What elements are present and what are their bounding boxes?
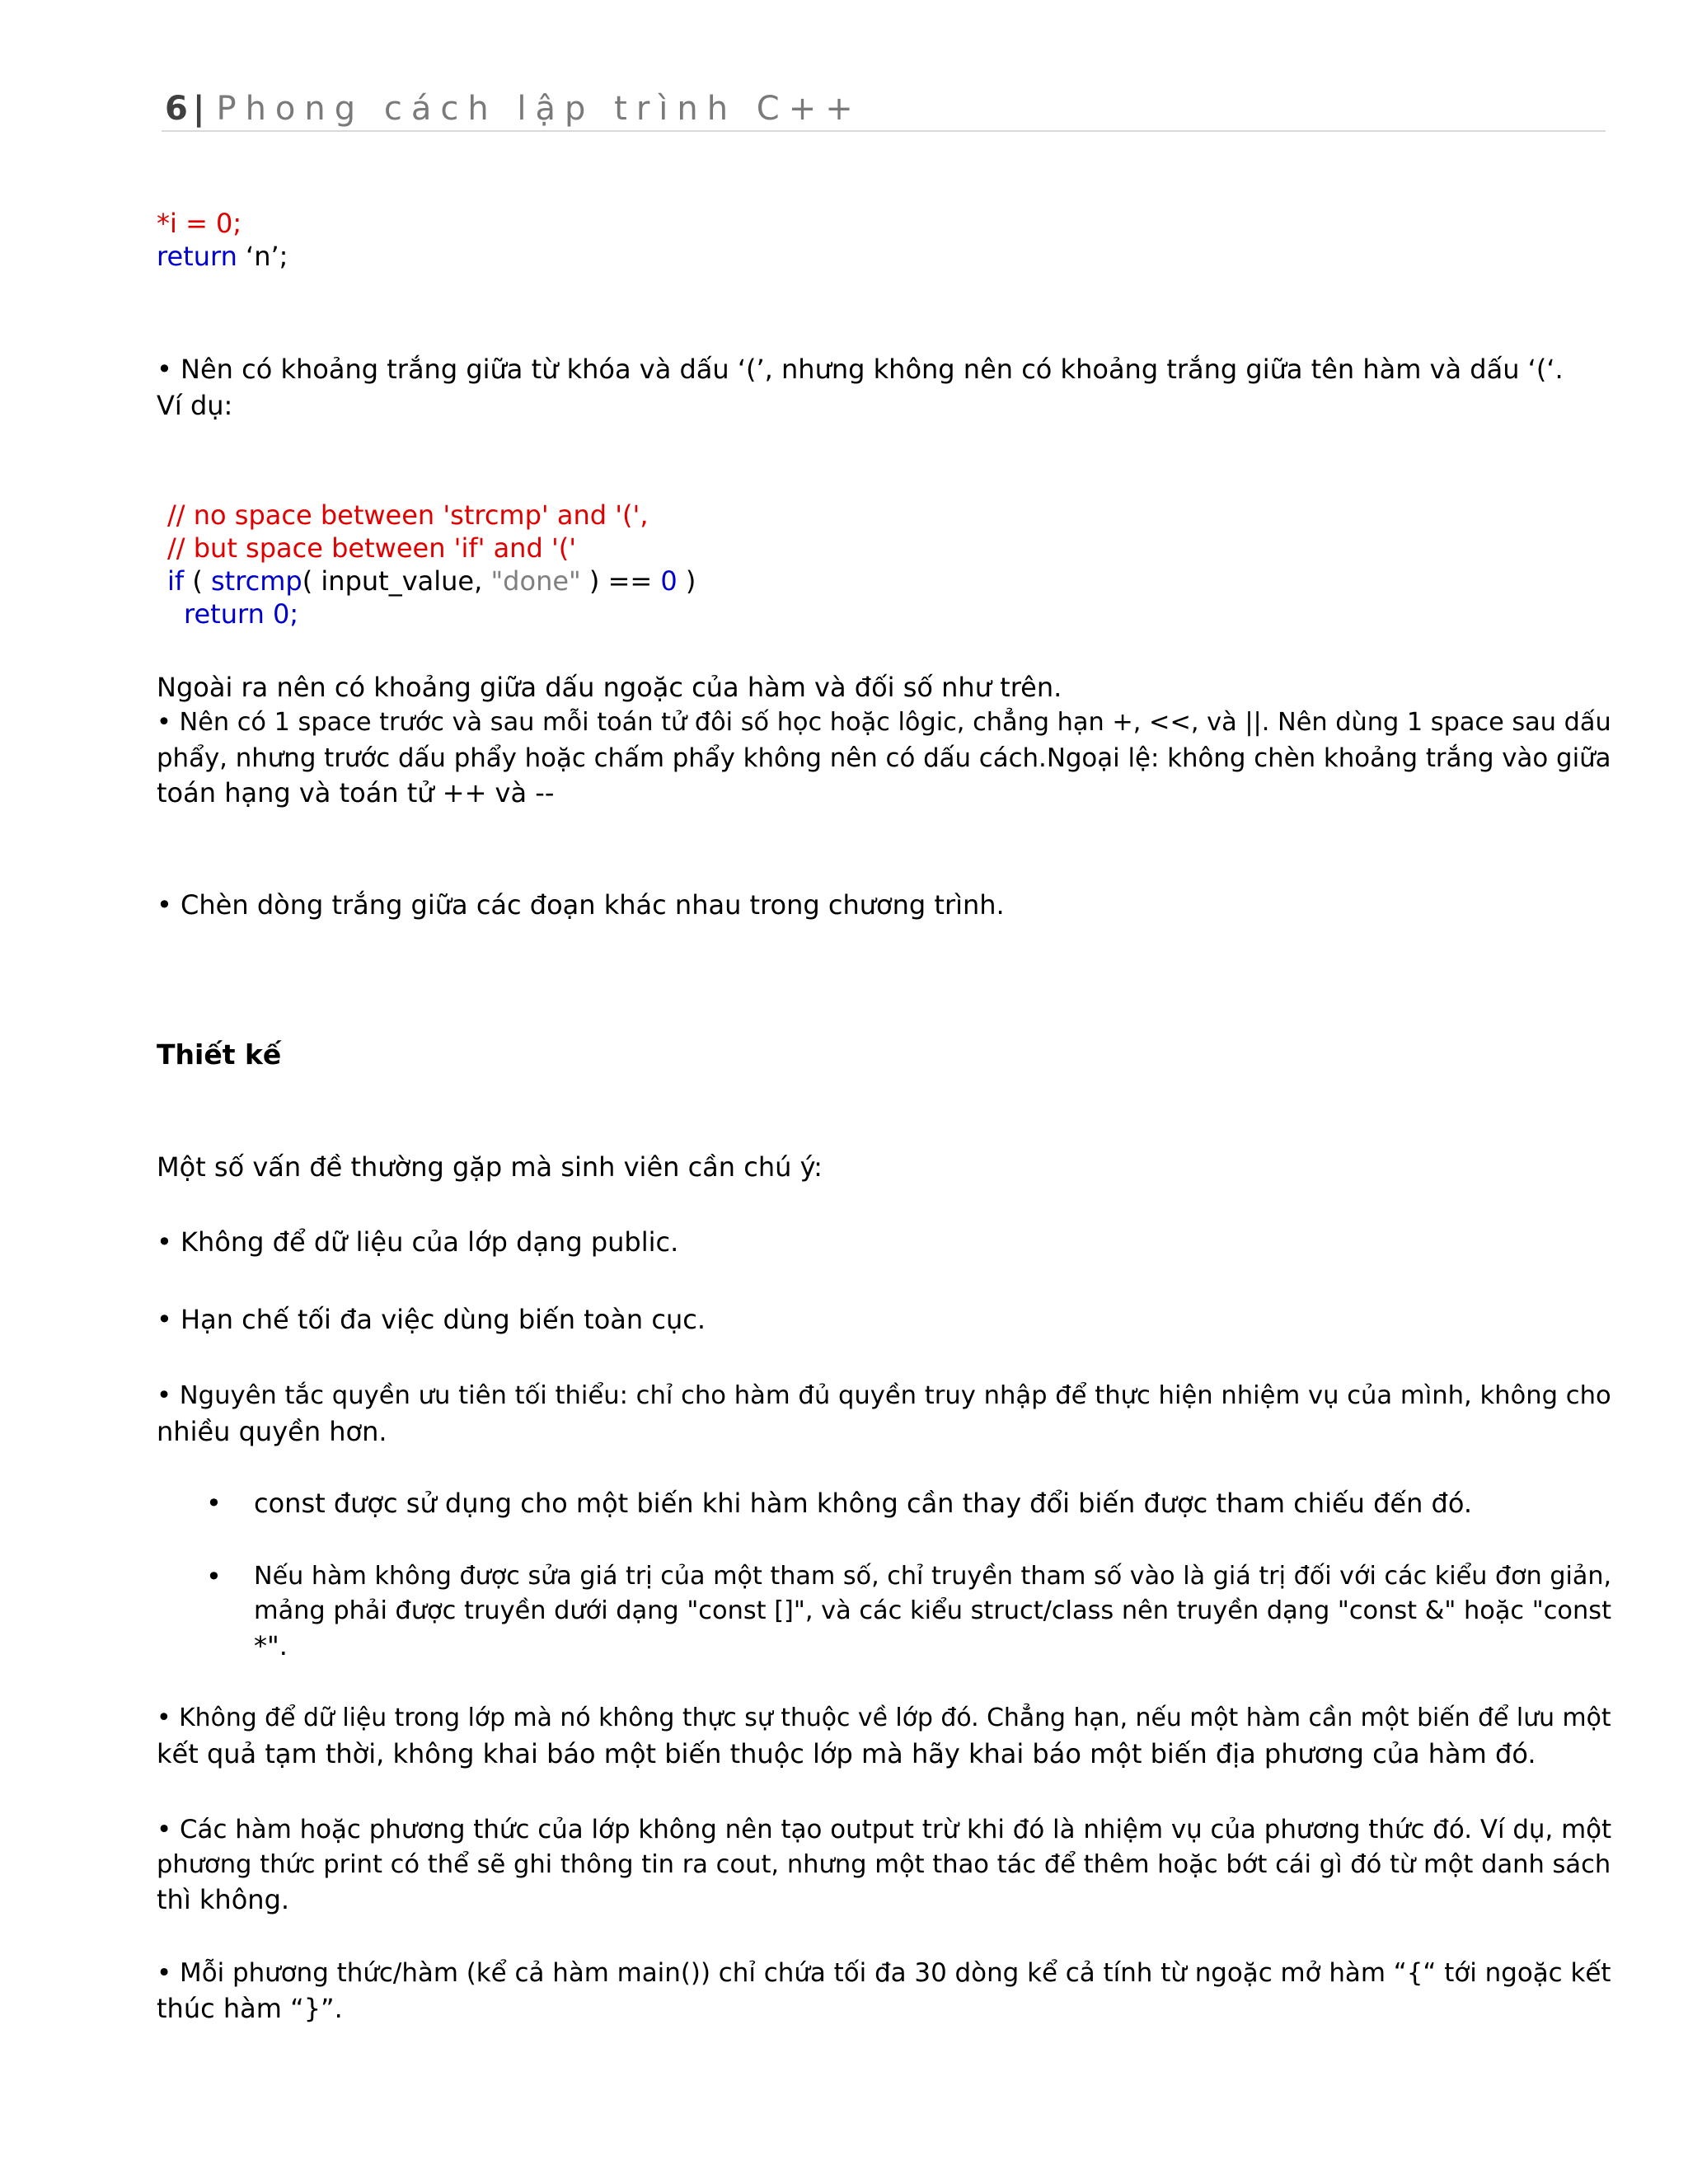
code-comment: // but space between 'if' and '(' bbox=[167, 532, 577, 564]
bullet-item-continued: thúc hàm “}”. bbox=[157, 1993, 343, 2024]
paragraph-line: toán hạng và toán tử ++ và -- bbox=[157, 777, 555, 808]
code-text: ‘n’; bbox=[237, 241, 288, 272]
paragraph-line: • Nên có 1 space trước và sau mỗi toán tử đôi số học hoặc lôgic, chẳng hạn +, <<, và ||. Nên dùng 1 space sau dấu bbox=[157, 708, 1611, 737]
code-text: ) == bbox=[580, 565, 661, 597]
sub-bullet-marker: • bbox=[206, 1561, 222, 1592]
bullet-item-continued: phương thức print có thể sẽ ghi thông tin ra cout, nhưng một thao tác để thêm hoặc bớt cái gì đó từ một danh sách bbox=[157, 1850, 1611, 1879]
code-text: 0; bbox=[264, 598, 299, 630]
bullet-item-continued: nhiều quyền hơn. bbox=[157, 1416, 387, 1447]
code-function: strcmp bbox=[210, 565, 302, 597]
page-header bbox=[165, 86, 1607, 132]
code-keyword: if bbox=[167, 565, 185, 597]
bullet-item: • Nguyên tắc quyền ưu tiên tối thiểu: chỉ cho hàm đủ quyền truy nhập để thực hiện nhiệm vụ của mình, không cho bbox=[157, 1381, 1611, 1410]
code-line bbox=[157, 240, 288, 273]
code-number: 0 bbox=[660, 565, 678, 597]
code-line bbox=[167, 565, 696, 598]
code-comment: // no space between 'strcmp' and '(', bbox=[167, 499, 649, 531]
paragraph-line: Ngoài ra nên có khoảng giữa dấu ngoặc của hàm và đối số như trên. bbox=[157, 672, 1062, 703]
paragraph-line: • Nên có khoảng trắng giữa từ khóa và dấu ‘(’, nhưng không nên có khoảng trắng giữa tên hàm và dấu ‘(‘. bbox=[157, 354, 1564, 385]
bullet-item: • Mỗi phương thức/hàm (kể cả hàm main()) chỉ chứa tối đa 30 dòng kể cả tính từ ngoặc mở hàm “{“ tới ngoặc kết bbox=[157, 1958, 1611, 1988]
code-line bbox=[184, 598, 298, 630]
sub-bullet-item: const được sử dụng cho một biến khi hàm không cần thay đổi biến được tham chiếu đến đó. bbox=[254, 1488, 1473, 1519]
sub-bullet-item-continued: mảng phải được truyền dưới dạng "const []", và các kiểu struct/class nên truyền dạng "const &" hoặc "const bbox=[254, 1596, 1611, 1625]
code-text: *i = 0; bbox=[157, 208, 242, 239]
bullet-item: • Không để dữ liệu trong lớp mà nó không thực sự thuộc về lớp đó. Chẳng hạn, nếu một hàm cần một biến để lưu một bbox=[157, 1704, 1611, 1732]
bullet-item: • Hạn chế tối đa việc dùng biến toàn cục. bbox=[157, 1304, 706, 1335]
bullet-item: • Không để dữ liệu của lớp dạng public. bbox=[157, 1226, 679, 1258]
section-heading: Thiết kế bbox=[157, 1038, 282, 1071]
code-text: ( input_value, bbox=[302, 565, 491, 597]
paragraph-line: • Chèn dòng trắng giữa các đoạn khác nhau trong chương trình. bbox=[157, 889, 1005, 921]
code-string: "done" bbox=[490, 565, 581, 597]
sub-bullet-item-continued: *". bbox=[254, 1630, 288, 1661]
document-title: Phong cách lập trình C++ bbox=[216, 90, 862, 128]
bullet-item: • Các hàm hoặc phương thức của lớp không nên tạo output trừ khi đó là nhiệm vụ của phương thức đó. Ví dụ, một bbox=[157, 1815, 1612, 1844]
bullet-item-continued: thì không. bbox=[157, 1884, 290, 1915]
header-rule bbox=[162, 130, 1606, 132]
code-text: ) bbox=[677, 565, 696, 597]
code-keyword: return bbox=[184, 598, 265, 630]
code-text: ( bbox=[184, 565, 211, 597]
sub-bullet-item: Nếu hàm không được sửa giá trị của một tham số, chỉ truyền tham số vào là giá trị đối với các kiểu đơn giản, bbox=[254, 1562, 1612, 1591]
header-separator: | bbox=[192, 90, 205, 128]
code-keyword: return bbox=[157, 241, 237, 272]
sub-bullet-marker: • bbox=[206, 1488, 222, 1519]
paragraph-line: Ví dụ: bbox=[157, 390, 233, 421]
paragraph-line: Một số vấn đề thường gặp mà sinh viên cần chú ý: bbox=[157, 1151, 823, 1183]
paragraph-line: phẩy, nhưng trước dấu phẩy hoặc chấm phẩy không nên có dấu cách.Ngoại lệ: không chèn khoảng trắng vào giữa bbox=[157, 743, 1611, 773]
code-line bbox=[157, 207, 241, 240]
bullet-item-continued: kết quả tạm thời, không khai báo một biến thuộc lớp mà hãy khai báo một biến địa phương của hàm đó. bbox=[157, 1738, 1536, 1769]
page-number: 6 bbox=[165, 90, 188, 128]
